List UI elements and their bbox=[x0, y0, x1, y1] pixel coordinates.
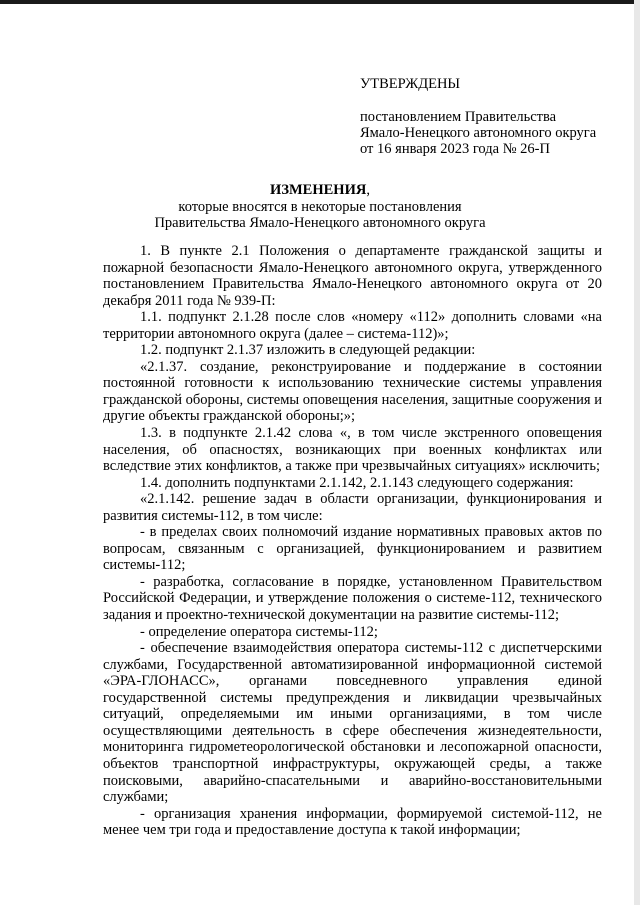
paragraph-1-4: 1.4. дополнить подпунктами 2.1.142, 2.1.143 следующего содержания: bbox=[140, 474, 574, 491]
title-subtitle-1: которые вносятся в некоторые постановления bbox=[178, 198, 462, 215]
approval-line-2: Ямало-Ненецкого автономного округа bbox=[360, 125, 597, 141]
list-item-interaction: - обеспечение взаимодействия оператора системы-112 с диспетчерскими службами, Государственной автоматизированной информационной системой «ЭРА-ГЛОНАСС», органами повседневного управления единой государственной системы предупреждения и ликвидации чрезвычайных ситуаций, определяемыми им иными организациями, в том числе осуществляющими деятельность в сфере обеспечения жизнедеятельности, мониторинга гидрометеорологической обстановки и лесопожарной опасности, объектов транспортной инфраструктуры, окружающей среды, а также поисковыми, аварийно-спасательными и аварийно-восстановительными службами; bbox=[103, 640, 602, 806]
list-item-regulation: - разработка, согласование в порядке, установленном Правительством Российской Федерации, и утверждение положения о системе-112, технического задания и проектно-технической документации на развитие системы-112; bbox=[103, 573, 602, 624]
approval-line-3: от 16 января 2023 года № 26-П bbox=[360, 141, 550, 157]
list-item-operator: - определение оператора системы-112; bbox=[140, 623, 378, 640]
top-border bbox=[0, 0, 640, 4]
approval-heading: УТВЕРЖДЕНЫ bbox=[360, 76, 461, 92]
list-item-storage: - организация хранения информации, формируемой системой-112, не менее чем три года и предоставление доступа к такой информации; bbox=[103, 805, 602, 839]
approval-line-1: постановлением Правительства bbox=[360, 109, 557, 125]
page-edge-shade bbox=[634, 0, 640, 905]
document-title bbox=[100, 182, 540, 232]
title-heading-suffix: , bbox=[366, 182, 370, 198]
paragraph-2-1-37: «2.1.37. создание, реконструирование и поддержание в состоянии постоянной готовности к использованию технические системы управления гражданской обороны, системы оповещения населения, защитные сооружения и другие объекты гражданской обороны;»; bbox=[103, 358, 602, 425]
paragraph-2-1-142: «2.1.142. решение задач в области организации, функционирования и развития системы-112, в том числе: bbox=[103, 491, 602, 524]
paragraph-1-3: 1.3. в подпункте 2.1.42 слова «, в том числе экстренного оповещения населения, об опасностях, возникающих при военных конфликтах или вследствие этих конфликтов, а также при чрезвычайных ситуациях» исключить; bbox=[103, 425, 602, 475]
title-subtitle-2: Правительства Ямало-Ненецкого автономного округа bbox=[154, 215, 486, 231]
title-heading: ИЗМЕНЕНИЯ bbox=[270, 182, 367, 198]
paragraph-1-2: 1.2. подпункт 2.1.37 изложить в следующей редакции: bbox=[140, 342, 476, 359]
document-body bbox=[103, 243, 602, 839]
paragraph-1: 1. В пункте 2.1 Положения о департаменте гражданской защиты и пожарной безопасности Ямало-Ненецкого автономного округа, утвержденного постановлением Правительства Ямало-Ненецкого автономного округа от 20 декабря 2011 года № 939-П: bbox=[103, 243, 602, 309]
paragraph-1-1: 1.1. подпункт 2.1.28 после слов «номеру «112» дополнить словами «на территории автономного округа (далее – система-112)»; bbox=[103, 309, 602, 342]
list-item-normative-acts: - в пределах своих полномочий издание нормативных правовых актов по вопросам, связанным с организацией, функционированием и развитием системы-112; bbox=[103, 524, 602, 574]
